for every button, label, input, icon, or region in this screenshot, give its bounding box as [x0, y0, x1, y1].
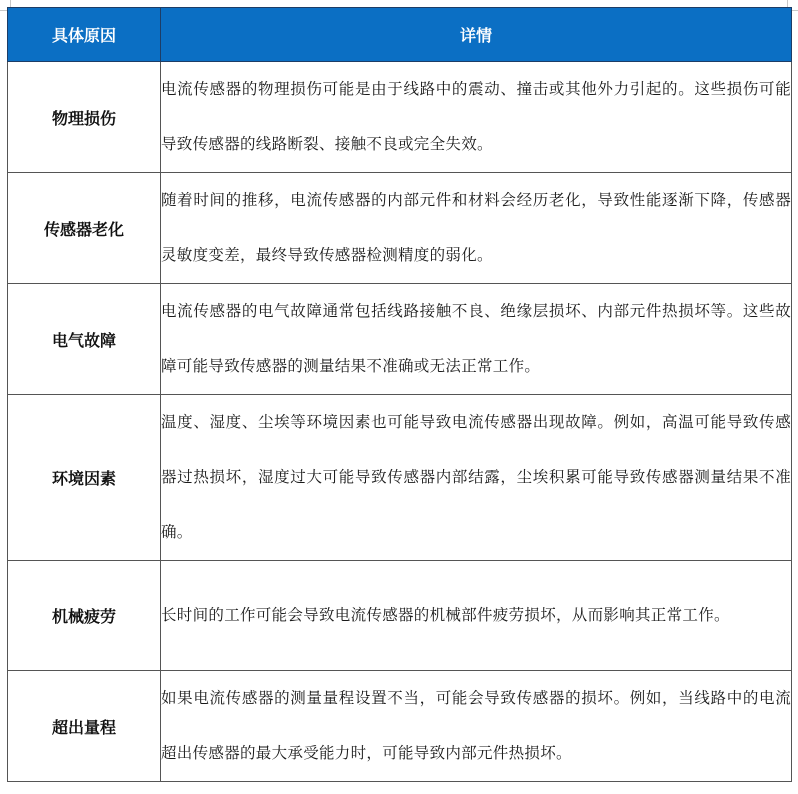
- cause-cell: 电气故障: [8, 284, 161, 395]
- detail-cell: 长时间的工作可能会导致电流传感器的机械部件疲劳损坏，从而影响其正常工作。: [161, 561, 792, 671]
- cause-cell: 传感器老化: [8, 173, 161, 284]
- detail-cell: 温度、湿度、尘埃等环境因素也可能导致电流传感器出现故障。例如，高温可能导致传感器过热损坏，湿度过大可能导致传感器内部结露，尘埃积累可能导致传感器测量结果不准确。: [161, 395, 792, 561]
- cause-cell: 环境因素: [8, 395, 161, 561]
- table-row: [8, 395, 792, 561]
- table-row: [8, 284, 792, 395]
- detail-cell: 电流传感器的电气故障通常包括线路接触不良、绝缘层损坏、内部元件热损坏等。这些故障可能导致传感器的测量结果不准确或无法正常工作。: [161, 284, 792, 395]
- failure-causes-table: [7, 7, 792, 782]
- detail-cell: 如果电流传感器的测量量程设置不当，可能会导致传感器的损坏。例如，当线路中的电流超出传感器的最大承受能力时，可能导致内部元件热损坏。: [161, 671, 792, 782]
- table-row: [8, 173, 792, 284]
- detail-cell: 随着时间的推移，电流传感器的内部元件和材料会经历老化，导致性能逐渐下降，传感器灵敏度变差，最终导致传感器检测精度的弱化。: [161, 173, 792, 284]
- cause-cell: 机械疲劳: [8, 561, 161, 671]
- detail-cell: 电流传感器的物理损伤可能是由于线路中的震动、撞击或其他外力引起的。这些损伤可能导致传感器的线路断裂、接触不良或完全失效。: [161, 62, 792, 173]
- table-row: [8, 561, 792, 671]
- table-row: [8, 671, 792, 782]
- cause-cell: 超出量程: [8, 671, 161, 782]
- cause-cell: 物理损伤: [8, 62, 161, 173]
- table-header-row: [8, 8, 792, 62]
- header-cause: 具体原因: [8, 8, 161, 62]
- header-detail: 详情: [161, 8, 792, 62]
- table-row: [8, 62, 792, 173]
